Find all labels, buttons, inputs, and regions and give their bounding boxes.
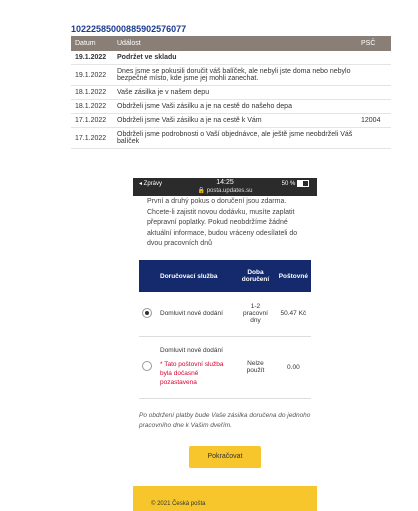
row-event: Vaše zásilka je v našem depu (113, 86, 357, 100)
status-time: 14:25 (216, 179, 234, 186)
battery-icon (297, 180, 309, 187)
table-row (71, 128, 391, 149)
page-footer (133, 486, 317, 511)
delivery-options-table (139, 260, 311, 399)
row-event: Obdrželi jsme Vaši zásilku a je na cestě k Vám (113, 114, 357, 128)
option-row[interactable] (139, 292, 311, 336)
footer-copyright: © 2021 Česká pošta (151, 501, 206, 507)
header-spacer (139, 260, 157, 292)
column-header-price: Poštovné (276, 260, 311, 292)
row-psc (357, 65, 391, 86)
options-header-row (139, 260, 311, 292)
option-price: 50.47 Kč (276, 292, 311, 336)
table-row (71, 86, 391, 100)
delivery-note: Po obdržení platby bude Vaše zásilka doručena do jednoho pracovního dne k Vašim dveřím. (139, 412, 311, 429)
phone-screenshot (133, 178, 317, 511)
option-row[interactable] (139, 336, 311, 398)
radio-cell (139, 292, 157, 336)
row-event: Obdrželi jsme Vaši zásilku a je na cestě do našeho depa (113, 100, 357, 114)
row-date: 18.1.2022 (71, 100, 113, 114)
column-header-date: Datum (71, 36, 113, 51)
table-row (71, 51, 391, 65)
option-price: 0.00 (276, 336, 311, 398)
tracking-history-table (71, 36, 391, 149)
table-header-row (71, 36, 391, 51)
option-radio[interactable] (142, 361, 152, 371)
battery-status (282, 180, 309, 187)
option-time: 1-2 pracovní dny (235, 292, 275, 336)
column-header-time: Doba doručení (235, 260, 275, 292)
row-date: 17.1.2022 (71, 114, 113, 128)
phone-status-bar (133, 178, 317, 196)
column-header-service: Doručovací služba (157, 260, 235, 292)
row-date: 17.1.2022 (71, 128, 113, 149)
row-event: Podržet ve skladu (113, 51, 357, 65)
option-service: Domluvit nové dodání (157, 292, 235, 336)
row-event: Obdrželi jsme podrobnosti o Vaší objednávce, ale ještě jsme neobdrželi Váš balíček (113, 128, 357, 149)
back-to-messages-link[interactable]: ◂ Zprávy (139, 181, 163, 187)
row-psc: 12004 (357, 114, 391, 128)
row-psc (357, 51, 391, 65)
row-date: 18.1.2022 (71, 86, 113, 100)
option-service: Domluvit nové dodání (160, 347, 223, 354)
option-warning: * Tato poštovní služba byla dočasně pozastavena (160, 361, 224, 386)
table-row (71, 100, 391, 114)
column-header-event: Událost (113, 36, 357, 51)
tracking-number: 10222585000885902576077 (71, 24, 187, 34)
row-event: Dnes jsme se pokusili doručit váš balíček, ale nebyli jste doma nebo nebylo bezpečné místo, kde jsme jej mohli zanechat. (113, 65, 357, 86)
row-psc (357, 100, 391, 114)
address-bar-url[interactable]: 🔒 posta.updates.su (197, 188, 253, 194)
row-psc (357, 128, 391, 149)
radio-cell (139, 336, 157, 398)
table-row (71, 114, 391, 128)
option-service-cell (157, 336, 235, 398)
battery-percent: 50 % (281, 181, 296, 188)
option-time: Nelze použít (235, 336, 275, 398)
intro-text: První a druhý pokus o doručení jsou zdarma. Chcete-li zajistit novou dodávku, musíte zaplatit přepravní poplatky. Pokud neobdržíme žádné aktuální informace, budou vráceny odesílateli do dvou pracovních dnů (147, 198, 298, 247)
row-date: 19.1.2022 (71, 51, 113, 65)
column-header-psc: PSČ (357, 36, 391, 51)
continue-button[interactable]: Pokračovat (189, 446, 261, 468)
table-row (71, 65, 391, 86)
option-radio-selected[interactable] (142, 308, 152, 318)
row-psc (357, 86, 391, 100)
row-date: 19.1.2022 (71, 65, 113, 86)
